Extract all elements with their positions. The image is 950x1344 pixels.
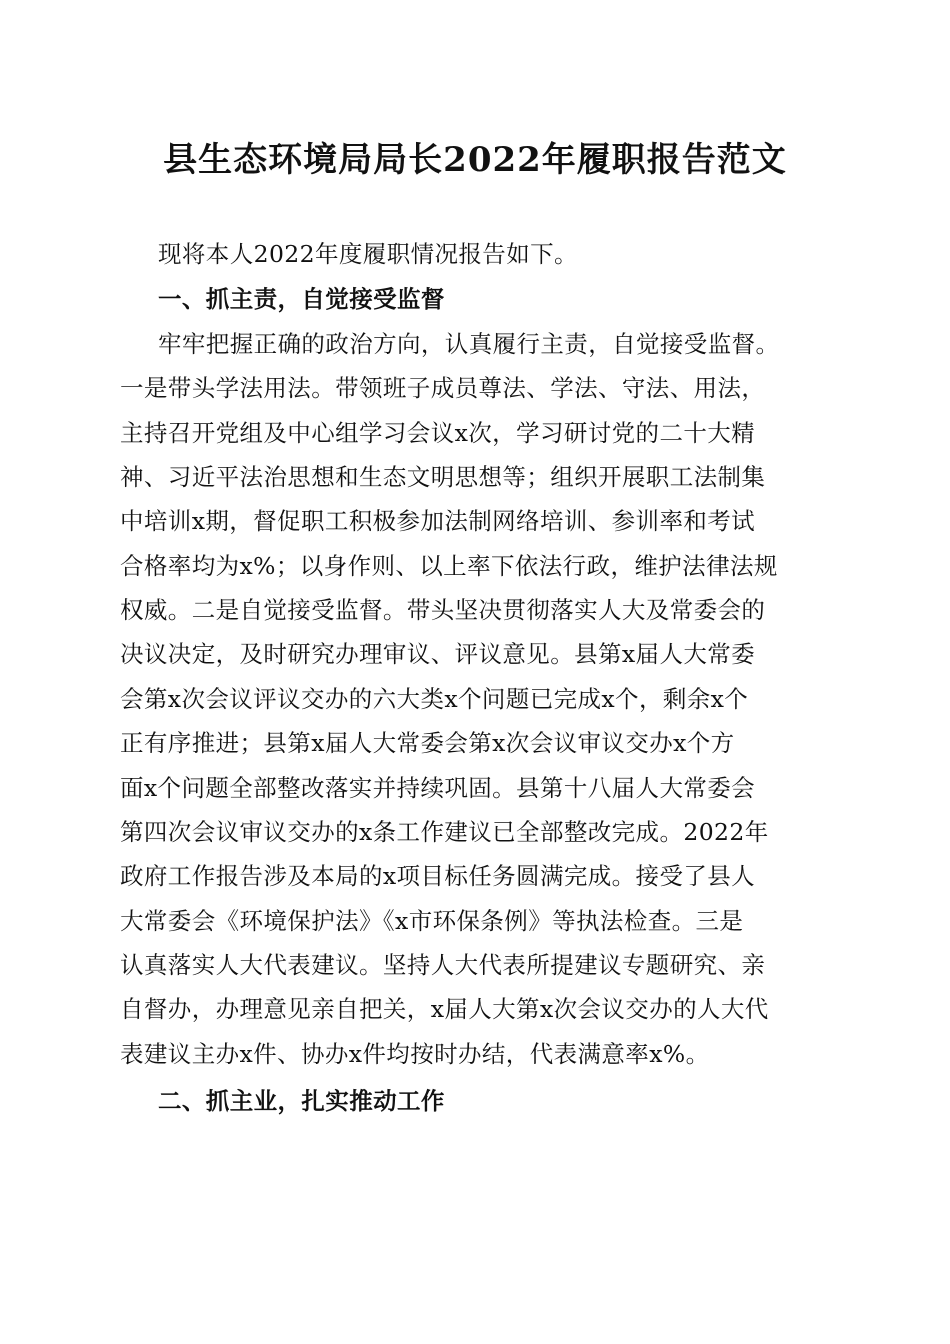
paragraph-line: 认真落实人大代表建议。坚持人大代表所提建议专题研究、亲	[120, 951, 766, 979]
paragraph-line: 大常委会《环境保护法》《x市环保条例》等执法检查。三是	[120, 907, 744, 935]
intro-paragraph: 现将本人2022年度履职情况报告如下。	[158, 240, 578, 268]
paragraph-line: 权威。二是自觉接受监督。带头坚决贯彻落实人大及常委会的	[120, 596, 766, 624]
section-1-heading: 一、抓主责，自觉接受监督	[158, 285, 445, 313]
paragraph-line: 正有序推进；县第x届人大常委会第x次会议审议交办x个方	[120, 729, 735, 757]
paragraph-line: 决议决定，及时研究办理审议、评议意见。县第x届人大常委	[120, 640, 756, 668]
paragraph-line: 合格率均为x%；以身作则、以上率下依法行政，维护法律法规	[120, 552, 778, 580]
paragraph-line: 第四次会议审议交办的x条工作建议已全部整改完成。2022年	[120, 818, 769, 846]
paragraph-line: 会第x次会议评议交办的六大类x个问题已完成x个，剩余x个	[120, 685, 749, 713]
paragraph-line: 表建议主办x件、协办x件均按时办结，代表满意率x%。	[120, 1040, 710, 1068]
paragraph-line: 牢牢把握正确的政治方向，认真履行主责，自觉接受监督。	[158, 330, 780, 358]
section-2-heading: 二、抓主业，扎实推动工作	[158, 1087, 445, 1115]
paragraph-line: 中培训x期，督促职工积极参加法制网络培训、参训率和考试	[120, 507, 756, 535]
document-title: 县生态环境局局长2022年履职报告范文	[163, 140, 787, 180]
paragraph-line: 一是带头学法用法。带领班子成员尊法、学法、守法、用法，	[120, 374, 766, 402]
paragraph-line: 自督办，办理意见亲自把关，x届人大第x次会议交办的人大代	[120, 995, 769, 1023]
paragraph-line: 神、习近平法治思想和生态文明思想等；组织开展职工法制集	[120, 463, 766, 491]
paragraph-line: 面x个问题全部整改落实并持续巩固。县第十八届人大常委会	[120, 774, 756, 802]
paragraph-line: 主持召开党组及中心组学习会议x次，学习研讨党的二十大精	[120, 419, 756, 447]
paragraph-line: 政府工作报告涉及本局的x项目标任务圆满完成。接受了县人	[120, 862, 756, 890]
